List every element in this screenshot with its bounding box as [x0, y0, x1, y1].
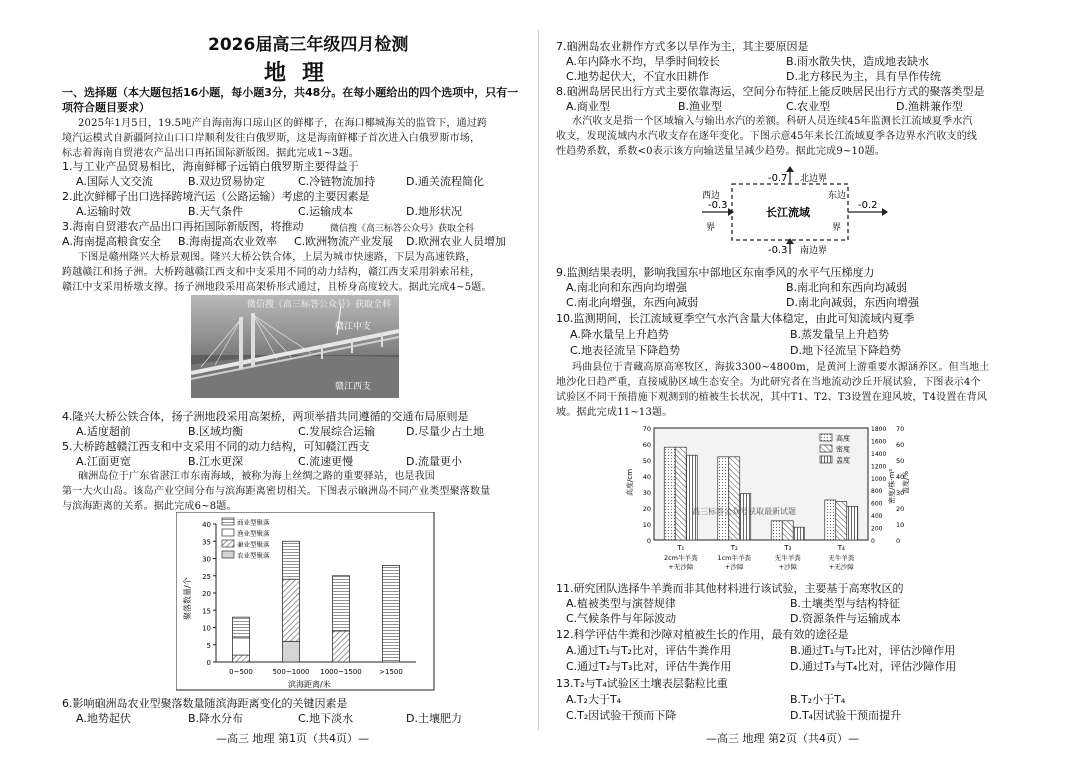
- chart2-right-tick: 20: [896, 505, 905, 513]
- legend-label: 农业型聚落: [237, 551, 270, 560]
- vapor-budget-diagram: [660, 166, 890, 256]
- q3-watermark: 微信搜《高三标答公众号》获取全科: [330, 224, 475, 234]
- q12-option-a[interactable]: A.通过T₁与T₂比对，评估牛粪作用: [566, 644, 732, 657]
- legend-swatch: [222, 529, 234, 536]
- chart2-right-tick: 60: [896, 441, 905, 449]
- north-label: 北边界: [800, 174, 828, 184]
- chart2-cat-line1: 1cm牛羊粪: [717, 554, 752, 562]
- chart2-mid-tick: 200: [871, 525, 883, 533]
- chart2-cat-name: T₂: [730, 544, 738, 552]
- chart2-left-tick: 20: [642, 505, 651, 513]
- chart2-legend-label: 密度: [836, 445, 850, 454]
- chart2-mid-tick: 400: [871, 513, 883, 521]
- y-tick-label: 30: [202, 555, 211, 564]
- chart2-bar: [686, 455, 697, 540]
- q13-stem: 13.T₂与T₄试验区土壤表层黏粒比重: [556, 677, 728, 690]
- chart2-legend-swatch: [820, 456, 832, 463]
- q10-option-b[interactable]: B.蒸发量呈上升趋势: [790, 328, 890, 341]
- page-divider: [538, 30, 539, 730]
- y-tick-label: 35: [202, 538, 211, 547]
- intro4-line1: 水汽收支是指一个区域输入与输出水汽的差额。科研人员连续45年监测长江流域夏季水汽: [572, 116, 973, 127]
- chart2-mid-tick: 1600: [871, 438, 887, 446]
- east-label: 东边: [828, 191, 847, 201]
- q8-option-b[interactable]: B.渔业型: [678, 100, 723, 113]
- q9-option-c[interactable]: C.南北向增强，东西向减弱: [566, 296, 699, 309]
- y-tick-label: 0: [206, 659, 211, 667]
- q9-stem: 9.监测结果表明，影响我国东中部地区东南季风的水平气压梯度力: [556, 266, 875, 279]
- q12-option-c[interactable]: C.通过T₂与T₃比对，评估牛粪作用: [566, 660, 732, 673]
- chart2-left-tick: 70: [642, 425, 651, 433]
- chart2-mid-tick: 0: [871, 538, 875, 545]
- chart2-legend-swatch: [820, 445, 832, 452]
- legend-label: 兼业型聚落: [237, 540, 270, 549]
- chart2-left-tick: 40: [642, 473, 651, 481]
- x-tick-label: 0~500: [229, 668, 253, 676]
- q7-option-b[interactable]: B.雨水散失快，造成地表缺水: [786, 55, 930, 68]
- bar-segment: [333, 631, 350, 662]
- chart2-legend-swatch: [820, 434, 832, 441]
- intro1-line2: 境汽运模式自新疆阿拉山口口岸顺利发往白俄罗斯，这是海南鲜椰子首次进入白俄罗斯市场，: [62, 133, 481, 144]
- chart2-cat-line1: 无牛羊粪: [774, 554, 801, 562]
- chart2-ylabel-right: 盖度/%: [902, 470, 910, 494]
- west-value: -0.3: [708, 200, 728, 211]
- q1-option-b[interactable]: B.双边贸易协定: [188, 175, 266, 188]
- west-label-2: 界: [706, 223, 716, 233]
- west-arrow-head: [728, 208, 734, 216]
- q3-option-b[interactable]: B.海南提高农业效率: [178, 235, 278, 248]
- q11-option-a[interactable]: A.植被类型与演替规律: [566, 597, 676, 610]
- chart2-right-tick: 0: [896, 537, 901, 545]
- chart2-bar: [847, 506, 858, 540]
- legend-swatch: [222, 540, 234, 547]
- settlement-chart: [176, 512, 436, 692]
- chart2-left-tick: 30: [642, 489, 651, 497]
- chart2-cat-line2: +沙障: [725, 563, 744, 571]
- q3-stem: 3.海南自贸港农产品出口再拓国际新版图，将推动: [62, 220, 304, 233]
- east-arrow-head: [882, 208, 888, 216]
- bar-segment: [283, 579, 300, 641]
- chart2-mid-tick: 1400: [871, 450, 887, 458]
- q2-option-d[interactable]: D.地形状况: [406, 205, 462, 218]
- chart2-bar: [782, 521, 793, 540]
- x-tick-label: 1000~1500: [320, 668, 362, 676]
- chart2-legend-label: 高度: [836, 434, 850, 443]
- q12-stem: 12.科学评估牛粪和沙障对植被生长的作用，最有效的途径是: [556, 628, 849, 641]
- q3-option-c[interactable]: C.欧洲物流产业发展: [294, 235, 394, 248]
- intro2-line2: 跨越赣江和扬子洲。大桥跨越赣江西支和中支采用不同的动力结构，赣江西支采用斜索吊桂，: [62, 267, 481, 278]
- legend-label: 渔业型聚落: [237, 529, 270, 538]
- q13-option-b[interactable]: B.T₂小于T₄: [790, 693, 846, 706]
- east-value: -0.2: [858, 200, 878, 211]
- intro1-line3: 标志着海南自贸港农产品出口再拓国际新版图。据此完成1~3题。: [62, 148, 360, 159]
- section-heading: 一、选择题（本大题包括16小题，每小题3分，共48分。在每小题给出的四个选项中，只有一: [62, 86, 519, 99]
- q13-option-d[interactable]: D.T₄因试验干预而提升: [790, 709, 902, 722]
- q1-stem: 1.与工业产品贸易相比，海南鲜椰子远销白俄罗斯主要得益于: [62, 160, 359, 173]
- q5-option-d[interactable]: D.流量更小: [406, 455, 462, 468]
- q2-option-c[interactable]: C.运输成本: [298, 205, 354, 218]
- q7-option-d[interactable]: D.北方移民为主，具有旱作传统: [786, 70, 941, 83]
- q11-option-d[interactable]: D.资源条件与运输成本: [790, 612, 901, 625]
- chart2-right-tick: 10: [896, 521, 905, 529]
- chart2-left-tick: 0: [646, 537, 651, 545]
- q7-option-c[interactable]: C.地势起伏大，不宜水田耕作: [566, 70, 710, 83]
- chart2-right-tick: 30: [896, 489, 905, 497]
- chart2-bar: [729, 457, 740, 540]
- q3-option-a[interactable]: A.海南提高粮食安全: [62, 235, 161, 248]
- bridge-photo: [191, 295, 399, 398]
- chart2-bar: [664, 447, 675, 540]
- intro2-line3: 赣江中支采用桥墩支撑。扬子洲地段采用高架桥形式通过，且桥身高度较大。据此完成4~5题。: [62, 282, 492, 293]
- vegetation-chart: [622, 424, 912, 579]
- q12-option-b[interactable]: B.通过T₁与T₂比对，评估沙障作用: [790, 644, 956, 657]
- west-label: 西边: [702, 191, 721, 201]
- section-heading-cont: 项符合题目要求）: [62, 101, 150, 114]
- q10-option-c[interactable]: C.地表径流呈下降趋势: [570, 344, 681, 357]
- bar-segment: [383, 565, 400, 662]
- q6-stem: 6.影响硇洲岛农业型聚落数量随滨海距离变化的关键因素是: [62, 697, 348, 710]
- legend-swatch: [222, 518, 234, 525]
- q7-option-a[interactable]: A.年内降水不均，旱季时间较长: [566, 55, 720, 68]
- intro3-line2: 第一大火山岛。该岛产业空间分布与滨海距离密切相关。下图表示硇洲岛不同产业类型聚落数量: [62, 486, 491, 497]
- q10-stem: 10.监测期间，长江流域夏季空气水汽含量大体稳定，由此可知流域内夏季: [556, 312, 915, 325]
- chart2-legend-label: 盖度: [836, 456, 850, 465]
- chart2-cat-line2: +无沙障: [668, 563, 694, 571]
- legend-swatch: [222, 551, 234, 558]
- q10-option-d[interactable]: D.地下径流呈下降趋势: [790, 344, 901, 357]
- q4-option-d[interactable]: D.尽量少占土地: [406, 425, 484, 438]
- bar-segment: [233, 617, 250, 638]
- chart2-ylabel-mid: 密度/株·m²: [888, 468, 896, 504]
- q5-option-a[interactable]: A.江面更宽: [76, 455, 131, 468]
- q6-option-b[interactable]: B.降水分布: [188, 712, 244, 725]
- q13-option-a[interactable]: A.T₂大于T₄: [566, 693, 622, 706]
- q5-option-c[interactable]: C.流速更慢: [298, 455, 354, 468]
- y-tick-label: 10: [202, 624, 211, 633]
- q5-stem: 5.大桥跨越赣江西支和中支采用不同的动力结构，可知赣江西支: [62, 440, 370, 453]
- q8-option-c[interactable]: C.农业型: [786, 100, 831, 113]
- intro3-line1: 硇洲岛位于广东省湛江市东南海域，被称为海上丝绸之路的重要驿站，也是我国: [78, 471, 435, 482]
- chart2-bar: [825, 500, 836, 540]
- q2-option-b[interactable]: B.天气条件: [188, 205, 244, 218]
- intro5-line3: 试验区不同干预措施下观测到的植被生长状况，其中T1、T2、T3设置在迎风坡，T4设置在背风: [556, 392, 988, 403]
- chart2-bar: [793, 527, 804, 540]
- east-label-2: 界: [832, 223, 842, 233]
- chart2-right-tick: 70: [896, 425, 905, 433]
- page-footer-1: —高三 地理 第1页（共4页）—: [216, 732, 369, 745]
- chart2-cat-line2: +沙障: [778, 563, 797, 571]
- intro5-line1: 玛曲县位于青藏高原高寒牧区，海拔3300~4800m，是黄河上游重要水源涵养区。但当地土: [572, 362, 990, 373]
- q11-option-c[interactable]: C.气候条件与年际波动: [566, 612, 677, 625]
- basin-label: 长江流域: [766, 206, 810, 219]
- chart2-mid-tick: 1800: [871, 426, 887, 433]
- south-arrow-head: [786, 238, 794, 244]
- q4-option-a[interactable]: A.适度超前: [76, 425, 131, 438]
- intro3-line3: 与滨海距离的关系。据此完成6~8题。: [62, 501, 237, 512]
- north-arrow-head: [786, 166, 794, 172]
- bar-segment: [333, 576, 350, 631]
- q4-option-b[interactable]: B.区域均衡: [188, 425, 244, 438]
- photo-watermark: 微信搜《高三标答公众号》获取全科: [247, 300, 392, 310]
- q10-option-a[interactable]: A.降水量呈上升趋势: [570, 328, 669, 341]
- bar-segment: [233, 655, 250, 662]
- x-tick-label: 500~1000: [272, 668, 310, 676]
- q1-option-c[interactable]: C.冷链物流加持: [298, 175, 376, 188]
- q9-option-a[interactable]: A.南北向和东西向均增强: [566, 281, 687, 294]
- photo-label-xizhi: 赣江西支: [335, 382, 372, 392]
- chart2-left-tick: 50: [642, 457, 651, 465]
- intro2-line1: 下图是赣州隆兴大桥景观图。隆兴大桥公铁合体，上层为城市快速路，下层为高速铁路，: [78, 252, 476, 263]
- q11-stem: 11.研究团队选择牛羊粪而非其他材料进行该试验，主要基于高寒牧区的: [556, 582, 904, 595]
- intro5-line2: 地沙化日趋严重，直接威胁区域生态安全。为此研究者在当地流动沙丘开展试验，下图表示4个: [556, 377, 981, 388]
- intro1-line1: 2025年1月5日，19.5吨产自海南海口琼山区的鲜椰子，在海口椰城海关的监管下，通过跨: [78, 118, 488, 129]
- bar-segment: [283, 641, 300, 662]
- q2-option-a[interactable]: A.运输时效: [76, 205, 131, 218]
- q8-option-a[interactable]: A.商业型: [566, 100, 610, 113]
- y-tick-label: 40: [202, 521, 211, 529]
- q9-option-b[interactable]: B.南北向和东西向均减弱: [786, 281, 908, 294]
- chart2-cat-line1: 2cm牛羊粪: [663, 554, 698, 562]
- photo-label-zhongzhi: 赣江中支: [335, 322, 372, 332]
- q4-stem: 4.隆兴大桥公铁合体，扬子洲地段采用高架桥，两项举措共同遵循的交通布局原则是: [62, 410, 469, 423]
- q2-stem: 2.此次鲜椰子出口选择跨境汽运（公路运输）考虑的主要因素是: [62, 190, 370, 203]
- bar-segment: [283, 541, 300, 579]
- q6-option-a[interactable]: A.地势起伏: [76, 712, 131, 725]
- chart2-bar: [740, 494, 751, 540]
- y-axis-label: 聚落数量/个: [183, 577, 192, 620]
- south-label: 南边界: [800, 246, 828, 256]
- chart2-cat-line1: 无牛羊粪: [828, 554, 855, 562]
- q4-option-c[interactable]: C.发展综合运输: [298, 425, 376, 438]
- chart2-bar: [675, 447, 686, 540]
- q6-option-d[interactable]: D.土壤肥力: [406, 712, 462, 725]
- y-tick-label: 5: [206, 641, 211, 650]
- intro5-line4: 坡。据此完成11~13题。: [556, 407, 673, 418]
- q13-option-c[interactable]: C.T₂因试验干预而下降: [566, 709, 677, 722]
- bar-segment: [233, 638, 250, 655]
- y-tick-label: 25: [202, 572, 211, 581]
- q5-option-b[interactable]: B.江水更深: [188, 455, 244, 468]
- chart2-cat-name: T₃: [784, 544, 792, 552]
- chart2-bar: [718, 457, 729, 540]
- q1-option-d[interactable]: D.通关流程简化: [406, 175, 484, 188]
- chart2-mid-tick: 1200: [871, 463, 887, 471]
- exam-title: 2026届高三年级四月检测: [208, 35, 409, 55]
- chart2-mid-tick: 600: [871, 500, 883, 508]
- north-value: -0.7: [768, 173, 788, 184]
- q6-option-c[interactable]: C.地下淡水: [298, 712, 354, 725]
- q7-stem: 7.硇洲岛农业耕作方式多以旱作为主，其主要原因是: [556, 40, 809, 53]
- intro4-line3: 性趋势系数，系数<0表示该方向输送量呈减少趋势。据此完成9~10题。: [556, 146, 886, 157]
- y-tick-label: 15: [202, 607, 211, 616]
- y-tick-label: 20: [202, 590, 211, 598]
- legend-label: 商业型聚落: [237, 518, 270, 527]
- page-footer-2: —高三 地理 第2页（共4页）—: [706, 732, 859, 745]
- chart2-right-tick: 40: [896, 473, 905, 481]
- chart2-left-tick: 60: [642, 441, 651, 449]
- chart2-ylabel-left: 高度/cm: [626, 468, 634, 496]
- chart2-mid-tick: 1000: [871, 475, 887, 483]
- chart2-bar: [836, 502, 847, 540]
- chart2-watermark: 高三标答公众号获取最新试题: [692, 507, 796, 516]
- chart2-cat-line2: +无沙障: [828, 563, 854, 571]
- q12-option-d[interactable]: D.通过T₃与T₄比对，评估沙障作用: [790, 660, 957, 673]
- chart2-cat-name: T₄: [837, 544, 845, 552]
- q8-option-d[interactable]: D.渔耕兼作型: [896, 100, 963, 113]
- chart2-left-tick: 10: [642, 521, 651, 529]
- subject-title: 地理: [264, 61, 341, 86]
- q1-option-a[interactable]: A.国际人文交流: [76, 175, 153, 188]
- chart2-cat-name: T₁: [677, 544, 685, 552]
- chart2-right-tick: 50: [896, 457, 905, 465]
- x-tick-label: >1500: [379, 668, 403, 676]
- chart2-bar: [771, 521, 782, 540]
- q9-option-d[interactable]: D.南北向减弱，东西向增强: [786, 296, 919, 309]
- intro4-line2: 收支，发现流域内水汽收支存在逐年变化。下图示意45年来长江流域夏季各边界水汽收支的线: [556, 131, 978, 142]
- q3-option-d[interactable]: D.欧洲农业人员增加: [406, 235, 506, 248]
- q11-option-b[interactable]: B.土壤类型与结构特征: [790, 597, 901, 610]
- x-axis-label: 滨海距离/米: [288, 680, 331, 689]
- south-value: -0.3: [768, 245, 788, 256]
- q8-stem: 8.硇洲岛居民出行方式主要依靠海运，空间分布特征上能反映居民出行方式的聚落类型是: [556, 85, 985, 98]
- chart2-mid-tick: 800: [871, 488, 883, 496]
